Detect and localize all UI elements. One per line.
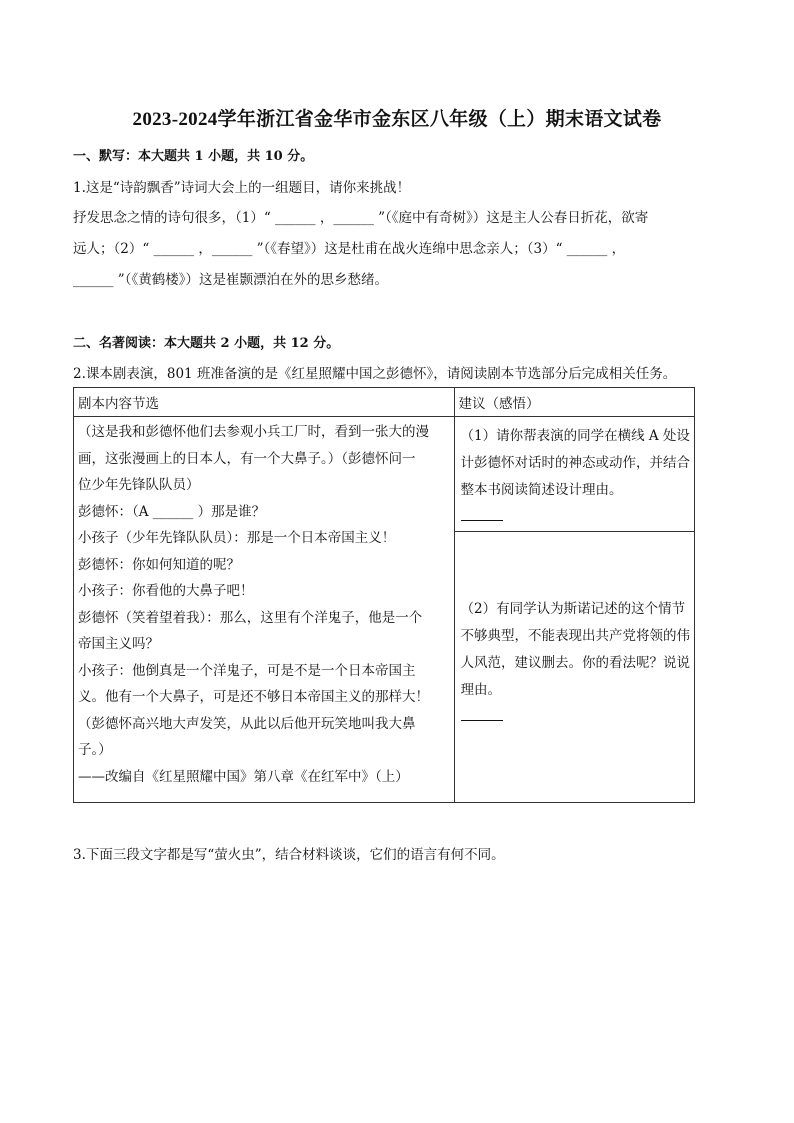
question-1-intro: 1.这是“诗韵飘香”诗词大会上的一组题目，请你来挑战！ [73, 180, 411, 196]
script-line: 彭德怀：你如何知道的呢？ [78, 556, 240, 573]
task-2-line: 不够典型，不能表现出共产党将领的伟 [460, 628, 690, 644]
script-line: 小孩子：他倒真是一个洋鬼子，可是不是一个日本帝国主 [78, 662, 416, 679]
section-2-heading: 二、名著阅读：本大题共 2 小题，共 12 分。 [73, 336, 340, 351]
task-2-line: 人风范，建议删去。你的看法呢？说说 [460, 655, 690, 671]
task-2-cell [454, 532, 695, 803]
script-line: 小孩子：你看他的大鼻子吧！ [78, 583, 254, 599]
question-3: 3.下面三段文字都是写“萤火虫”，结合材料谈谈，它们的语言有何不同。 [73, 847, 505, 863]
script-excerpt [74, 417, 455, 803]
question-2-intro: 2.课本剧表演，801 班准备演的是《红星照耀中国之彭德怀》，请阅读剧本节选部分后完成相关任务。 [73, 366, 677, 382]
task-1-cell [454, 417, 695, 532]
script-line: ——改编自《红星照耀中国》第八章《在红军中》（上） [78, 768, 409, 785]
script-line: 义。他有一个大鼻子，可是还不够日本帝国主义的那样大！ [78, 689, 429, 705]
table-header-script: 剧本内容节选 [74, 388, 455, 417]
answer-blank[interactable] [461, 706, 503, 721]
task-1-line: 整本书阅读简述设计理由。 [460, 482, 623, 498]
task-2-line: 理由。 [460, 682, 501, 698]
script-line: 子。） [78, 742, 112, 758]
answer-blank[interactable] [461, 506, 503, 521]
question-1-line: ______ ”（《黄鹤楼》）这是崔颢漂泊在外的思乡愁绪。 [73, 272, 388, 288]
script-line: 彭德怀（笑着望着我）：那么，这里有个洋鬼子，他是一个 [78, 609, 423, 626]
script-line: 位少年先锋队队员） [78, 477, 200, 493]
script-table [73, 387, 695, 803]
table-header-suggestion: 建议（感悟） [454, 388, 695, 417]
section-1-heading: 一、默写：本大题共 1 小题，共 10 分。 [73, 149, 314, 164]
script-line: 画，这张漫画上的日本人，有一个大鼻子。）（彭德怀问一 [78, 450, 416, 467]
script-line: （彭德怀高兴地大声发笑，从此以后他开玩笑地叫我大鼻 [78, 715, 416, 732]
exam-title: 2023-2024学年浙江省金华市金东区八年级（上）期末语文试卷 [132, 109, 662, 130]
question-1-line: 远人；（2）“ ______ ，______ ”（《春望》）这是杜甫在战火连绵中思念亲人；（3）“ ______ ， [73, 241, 626, 257]
task-1-line: 计彭德怀对话时的神态或动作，并结合 [460, 455, 690, 471]
script-line: （这是我和彭德怀他们去参观小兵工厂时，看到一张大的漫 [78, 424, 429, 440]
question-1-line: 抒发思念之情的诗句很多，（1）“ ______ ，______ ”（《庭中有奇树》）这是主人公春日折花，欲寄 [73, 210, 649, 226]
script-line: 帝国主义吗？ [78, 636, 159, 652]
script-line: 彭德怀：（A ______ ）那是谁？ [78, 503, 266, 520]
task-1-line: （1）请你帮表演的同学在横线 A 处设 [460, 428, 690, 444]
script-line: 小孩子（少年先锋队队员）：那是一个日本帝国主义！ [78, 530, 396, 546]
task-2-line: （2）有同学认为斯诺记述的这个情节 [460, 601, 686, 617]
